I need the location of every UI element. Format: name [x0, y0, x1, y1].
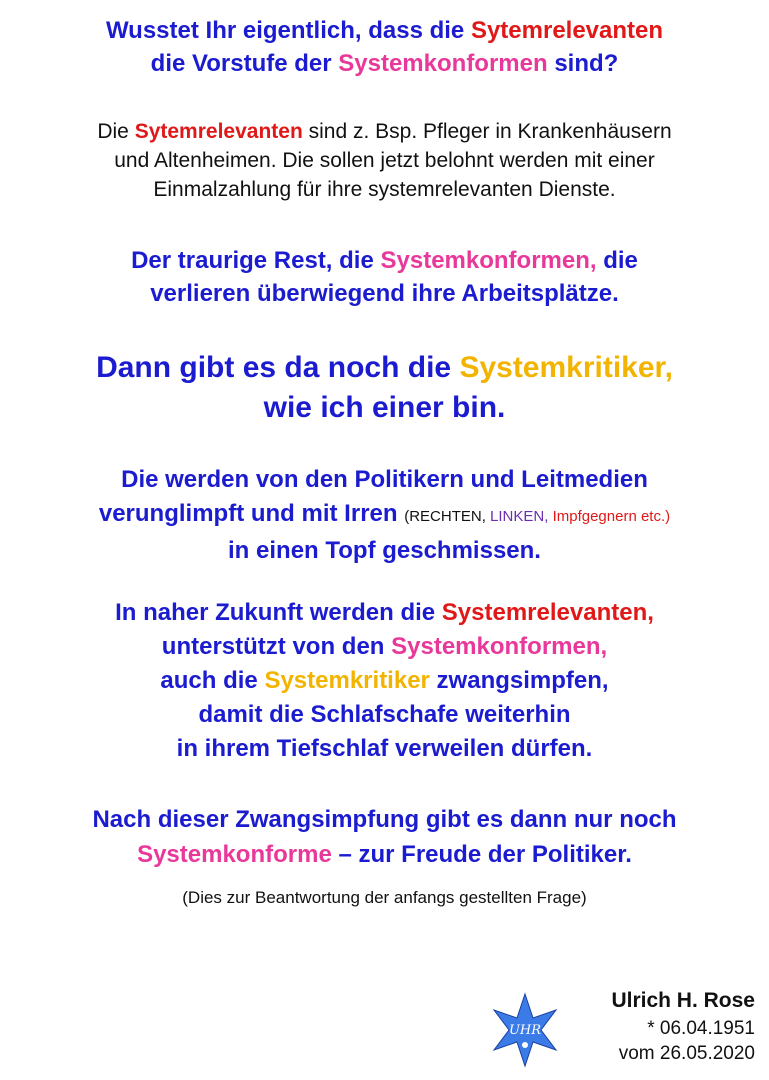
- term-systemkonform: Systemkonforme: [137, 841, 332, 868]
- question-line-2: die Vorstufe der Systemkonformen sind?: [150, 50, 619, 77]
- term-systemkonform: Systemkonformen,: [391, 633, 608, 660]
- term-systemkritiker: Systemkritiker: [264, 667, 430, 694]
- birth-date: * 06.04.1951: [647, 1018, 755, 1039]
- term-systemrelevant: Sytemrelevanten: [470, 17, 664, 44]
- question-line-1: Wusstet Ihr eigentlich, dass die Sytemrelevanten: [105, 17, 664, 44]
- term-impfgegner: Impfgegnern etc.): [548, 508, 671, 525]
- paragraph-zukunft: In naher Zukunft werden die Systemrelevanten, unterstützt von den Systemkonformen, auch die Systemkritiker zwangsimpfen, damit die Schlafschafe weiterhin in ihrem Tiefschlaf verweilen dürfen.: [115, 599, 654, 762]
- term-systemkonform: Systemkonformen: [338, 50, 548, 77]
- paragraph-politiker: Die werden von den Politikern und Leitmedien verunglimpft und mit Irren (RECHTEN, LINKEN, Impfgegnern etc.) in einen Topf geschmissen.: [98, 466, 671, 564]
- uhr-star-logo: [488, 992, 562, 1068]
- question-heading: [0, 14, 769, 80]
- paragraph-zwangsimpfung: Nach dieser Zwangsimpfung gibt es dann nur noch Systemkonforme – zur Freude der Politiker.: [92, 806, 677, 868]
- term-systemkritiker: Systemkritiker,: [459, 351, 673, 384]
- paragraph-systemkonform: Der traurige Rest, die Systemkonformen, die verlieren überwiegend ihre Arbeitsplätze.: [131, 247, 638, 307]
- closing-note: (Dies zur Beantwortung der anfangs gestellten Frage): [182, 888, 587, 907]
- signature: [611, 986, 755, 1066]
- logo-dot: [522, 1042, 528, 1048]
- logo-text: UHR: [508, 1023, 542, 1038]
- term-linken: LINKEN,: [490, 508, 549, 525]
- paragraph-systemrelevant: Die Sytemrelevanten sind z. Bsp. Pfleger in Krankenhäusern und Altenheimen. Die sollen jetzt belohnt werden mit einer Einmalzahlung für ihre systemrelevanten Dienste.: [97, 120, 672, 201]
- author-name: Ulrich H. Rose: [611, 989, 755, 1012]
- term-systemrelevant: Sytemrelevanten: [134, 120, 303, 143]
- document-date: vom 26.05.2020: [618, 1043, 755, 1064]
- paragraph-systemkritiker: Dann gibt es da noch die Systemkritiker, wie ich einer bin.: [96, 351, 673, 424]
- term-systemkonform: Systemkonformen,: [380, 247, 597, 274]
- term-systemrelevant: Systemrelevanten,: [441, 599, 654, 626]
